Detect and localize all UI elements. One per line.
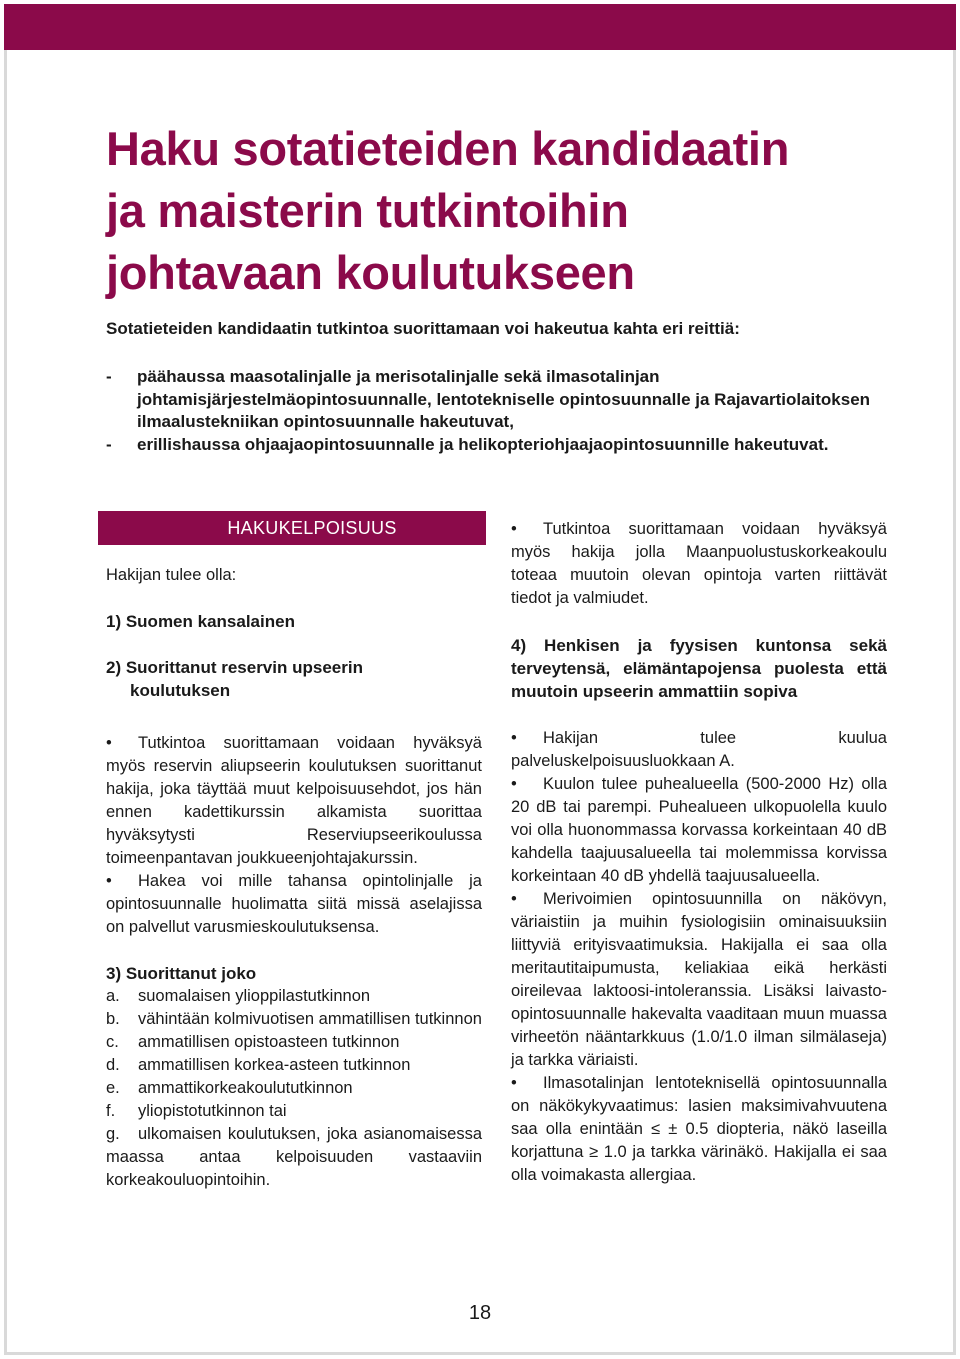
bullet-marker: •: [106, 872, 112, 890]
degree-options: [106, 985, 482, 1192]
right-bullet: [511, 773, 887, 888]
degree-option: c. ammatillisen opistoasteen tutkinnon: [106, 1033, 400, 1051]
left-bullet: [106, 732, 482, 870]
dash-marker: -: [106, 367, 112, 386]
bullet-marker: •: [511, 775, 517, 793]
degree-option: a. suomalaisen ylioppilastutkinnon: [106, 987, 371, 1005]
page-frame-left: [4, 4, 7, 1355]
bullet-text: Hakea voi mille tahansa opintolinjalle ja opintosuunnalle huolimatta siitä missä aselajissa on palvellut varusmieskoulutuksensa.: [106, 872, 482, 936]
right-bullet: [511, 1072, 887, 1187]
bullet-text: Merivoimien opintosuunnilla on näkövyn, väriaistiin ja muihin fysiologisiin ominaisuuksiin liittyviä erityisvaatimuksia. Hakijalla ei saa olla meritautitaipumusta, keliakiaa eikä herkästi oireilevaa laktoosi-intoleranssia. Lisäksi laivasto-opintosuunnalle hakevalta vaaditaan muun muassa virheetön nääntarkkuus (1.0/1.0 ilman silmälaseja) ja tarkka väriaisti.: [511, 890, 887, 1069]
title-line: ja maisterin tutkintoihin: [106, 184, 629, 237]
route-item: [106, 366, 876, 434]
right-bullet: [511, 518, 887, 610]
right-column: [511, 518, 887, 1187]
banner-title: HAKUKELPOISUUS: [227, 517, 397, 538]
right-bullet: [511, 727, 887, 773]
left-bullet: [106, 870, 482, 939]
degree-option: d. ammatillisen korkea-asteen tutkinnon: [106, 1056, 411, 1074]
route-text: päähaussa maasotalinjalle ja merisotalinjalle sekä ilmasotalinjan johtamisjärjestelmäopintosuunnalle, lentotekniselle opintosuunnalle ja Rajavartiolaitoksen ilmaalustekniikan opintosuunnalle hakeutuvat,: [137, 367, 871, 431]
bullet-marker: •: [511, 1074, 517, 1092]
bullet-text: Hakijan tulee kuulua palveluskelpoisuusluokkaan A.: [511, 729, 887, 770]
title-line: Haku sotatieteiden kandidaatin: [106, 122, 790, 175]
bullet-marker: •: [511, 729, 517, 747]
degree-option: e. ammattikorkeakoulututkinnon: [106, 1079, 353, 1097]
page-frame-bottom: [4, 1352, 956, 1355]
bullet-marker: •: [511, 890, 517, 908]
bullet-marker: •: [106, 734, 112, 752]
degree-option: b. vähintään kolmivuotisen ammatillisen tutkinnon: [106, 1010, 482, 1028]
route-text: erillishaussa ohjaajaopintosuunnalle ja helikopteriohjaajaopintosuunnille hakeutuvat.: [137, 434, 829, 454]
lead-text: Hakijan tulee olla:: [106, 566, 237, 584]
header-bar: [4, 4, 956, 50]
health-bullets: [511, 727, 887, 1187]
page-title: [106, 118, 906, 304]
route-list: [106, 366, 876, 456]
bullet-text: Ilmasotalinjan lentoteknisellä opintosuunnalla on näkökykyvaatimus: lasien maksimivahvuutena saa olla enintään ≤ ± 0.5 diopteria, näkö laseilla korjattuna ≥ 1.0 ja tarkka värinäkö. Hakijalla ei saa olla voimakasta allergiaa.: [511, 1074, 887, 1184]
requirement-1: 1) Suomen kansalainen: [106, 612, 295, 631]
page-frame-right: [953, 4, 956, 1355]
bullet-text: Kuulon tulee puhealueella (500-2000 Hz) olla 20 dB tai parempi. Puhealueen ulkopuolella kuulo voi olla huonommassa korvassa korkeintaan 40 dB kahdella taajuusalueella tai molemmissa korvissa korkeintaan 40 dB yhdellä taajuusalueella.: [511, 775, 887, 885]
bullet-marker: •: [511, 520, 517, 538]
intro-text: Sotatieteiden kandidaatin tutkintoa suorittamaan voi hakeutua kahta eri reittiä:: [106, 319, 740, 338]
degree-option: g. ulkomaisen koulutuksen, joka asianomaisessa maassa antaa kelpoisuuden vastaaviin korkeakouluopintoihin.: [106, 1125, 482, 1189]
requirement-2-cont: koulutuksen: [130, 681, 231, 700]
title-line: johtavaan koulutukseen: [106, 246, 635, 299]
right-bullet: [511, 888, 887, 1072]
requirement-2: 2) Suorittanut reservin upseerin: [106, 658, 363, 677]
eligibility-banner: [98, 511, 486, 545]
bullet-text: Tutkintoa suorittamaan voidaan hyväksyä myös hakija jolla Maanpuolustuskorkeakoulu toteaa muutoin olevan opintoja varten riittävät tiedot ja valmiudet.: [511, 520, 887, 607]
bullet-text: Tutkintoa suorittamaan voidaan hyväksyä myös reservin aliupseerin koulutuksen suorittanut hakija, joka täyttää muut kelpoisuusehdot, jos hän ennen kadettikurssin alkamista suorittaa hyväksytysti Reserviupseerikoulussa toimeenpantavan joukkueenjohtajakurssin.: [106, 734, 482, 867]
page-number: 18: [468, 1302, 492, 1324]
route-item: [106, 434, 876, 457]
degree-option: f. yliopistotutkinnon tai: [106, 1102, 287, 1120]
dash-marker: -: [106, 434, 112, 454]
left-column: [106, 564, 482, 1192]
requirement-3: 3) Suorittanut joko: [106, 964, 257, 983]
requirement-4: 4) Henkisen ja fyysisen kuntonsa sekä terveytensä, elämäntapojensa puolesta että muutoin upseerin ammattiin sopiva: [511, 636, 887, 701]
